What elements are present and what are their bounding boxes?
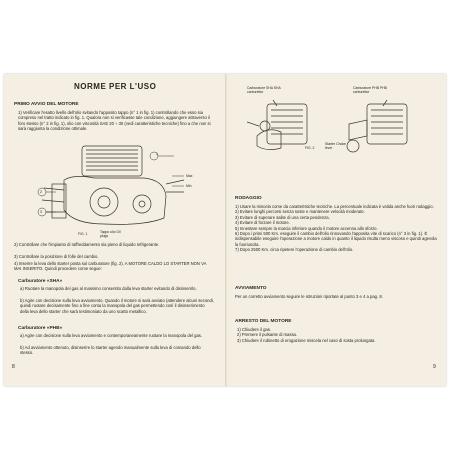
- oil-level-min-label: Min: [186, 184, 192, 188]
- instruction-4: 4) Inserire la leva dello starter posta sul carburatore (fig. 2). A MOTORE CALDO LO STARTER NON VA MAI INSERITO. Quindi procedere come segue:: [14, 261, 207, 272]
- fig2-caption: FIG. 2: [305, 146, 315, 150]
- carb-phb-step-b: b) Ad avviamento ottenuto, disinserire lo starter agendo manualmente sulla leva di comando dello stesso.: [20, 345, 201, 356]
- booklet-spread: [4, 74, 446, 386]
- page-title: NORME PER L'USO: [74, 82, 157, 91]
- page-number-left: 8: [12, 364, 15, 370]
- list-item: 5) Innestare sempre la marcia inferiore quando il motore accenna allo sforzo.: [235, 225, 378, 231]
- page-number-right: 9: [433, 364, 436, 370]
- fig2-label-phb: Carburatore PHB PHB carburettor: [353, 86, 387, 94]
- instruction-2: 2) Controllare che l'impianto di raffreddamento sia pieno di liquido refrigerante.: [14, 242, 160, 247]
- list-item: 2) Evitare lunghi percorsi senza soste e mantenere velocità moderate.: [235, 209, 365, 215]
- section-heading-primo-avvio: PRIMO AVVIO DEL MOTORE: [14, 102, 79, 107]
- list-item: 3) Chiudere il rubinetto di erogazione miscela nel caso di sosta prolungata.: [237, 337, 376, 343]
- list-item: 2) Premere il pulsante di massa.: [237, 332, 298, 338]
- oil-level-max-label: Max: [186, 174, 193, 178]
- list-item: 6) Dopo i primi 500 Km. eseguire il cambio dell'olio rinnovando l'apposita vite di scarico (n° 3 in fig. 1). È indispensabile eseguire l'operazione a motore caldo in quanto il liquido risulta meno viscoso e quindi agevola la fuoriuscita.: [235, 231, 437, 247]
- list-item: 3) Evitare di superare salite di una certa pendenza.: [235, 214, 330, 220]
- callout-3: 3: [40, 210, 42, 214]
- rodaggio-list: [235, 204, 437, 253]
- carb-sha-step-b: b) Agire con decisione sulla leva avviamento. Quando il motore si sarà avviato (attendere alcuni secondi, quindi ruotare decisamente fino a fine corsa la manopola del gas permettendo così il disinserimento della leva dello starter che sarà testimoniato da uno scatto metallico.: [20, 298, 214, 314]
- carb-phb-step-a: a) Agire con decisione sulla leva avviamento e contemporaneamente ruotare la manopola del gas.: [20, 333, 203, 338]
- fig2-label-sha: Carburatore SHA SHA carburettor: [247, 86, 281, 94]
- instruction-3: 3) Controllare la posizione di folle del cambio.: [14, 254, 99, 259]
- carb-phb-heading: Carburatore «PHB»: [18, 326, 63, 331]
- avviamento-text: Per un corretto avviamento seguire le istruzioni riportate al punto 3 e 4 a pag. 8.: [235, 294, 383, 299]
- fig1-sublabel: Tappo olio Oil plugs: [100, 230, 121, 238]
- fig2-sublabel: Starter Choke lever: [325, 142, 346, 150]
- avviamento-heading: AVVIAMENTO: [235, 286, 267, 291]
- list-item: 1) Usare la miscela come da caratteristiche tecniche. La percentuale indicata è valida anche fuori rodaggio.: [235, 204, 434, 209]
- list-item: 1) Chiudere il gas.: [237, 327, 271, 332]
- callout-1: 1: [156, 152, 158, 156]
- carburettor-illustration: [237, 96, 437, 166]
- carb-sha-step-a: a) Ruotare la manopola del gas al massimo consentito dalla leva starter evitando di disinserirlo.: [20, 286, 197, 291]
- arresto-heading: ARRESTO DEL MOTORE: [235, 319, 292, 324]
- carb-sha-heading: Carburatore «SHA»: [18, 279, 63, 284]
- instruction-1: 1) Verificare l'esatto livello dell'olio svitando l'apposito tappo (n° 1 in fig. 1) controllando che esso sia compreso nel tratto indicato in fig. 1. Qualora non si verificasse tale condizione, aggiungere attraverso il foro stesso (n° 2 in fig. 1), olio con viscosità SAE 20 ÷ 30 (vedi caratteristiche tecniche) fino a che non si sarà raggiunta la condizione ottimale.: [18, 110, 211, 132]
- rodaggio-heading: RODAGGIO: [235, 196, 262, 201]
- list-item: 7) Dopo 2500 Km. circa ripetere l'operazione di cambio dell'olio.: [235, 247, 354, 253]
- left-page: [4, 74, 225, 386]
- right-page: [227, 74, 446, 386]
- fig1-caption: FIG. 1: [78, 232, 88, 236]
- arresto-list: [237, 327, 437, 343]
- callout-2: 2: [40, 190, 42, 194]
- engine-illustration: [34, 140, 204, 230]
- list-item: 4) Evitare di forzare il motore.: [235, 220, 290, 226]
